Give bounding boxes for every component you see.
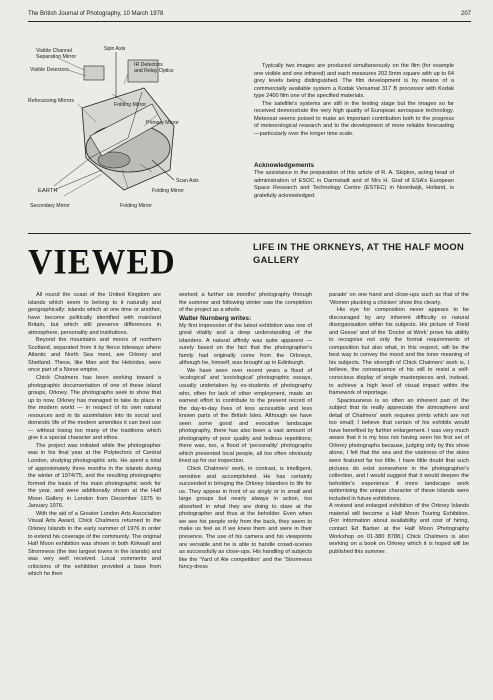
label-folding-mirror-1: Folding Mirror	[114, 102, 146, 108]
label-secondary-mirror: Secondary Mirror	[30, 203, 70, 209]
label-spin-axis: Spin Axis	[104, 46, 126, 52]
paragraph: worked; a further six months' photography through the summer and following winter saw the completion of the project as a whole.	[179, 292, 312, 314]
paragraph: Beyond the mountains and moors of northern Scotland, separated from it by fierce tideways where Atlantic and North Sea meet, are Orkney and Shetland. These, like Man and the Hebrides, were once part of a Norse empire.	[28, 337, 161, 374]
label-visible-detectors: Visible Detectors	[30, 67, 69, 73]
paragraph: With the aid of a Greater London Arts Association Visual Arts Award, Chick Chalmers returned to the Orkney Islands in the early summer of 1976 in order to extend his coverage of the community. The original Half Moon exhibition was shown in both Kirkwall and Stromness (the two largest towns in the islands) and was very well received. Local comments and criticisms of the exhibition provided a base from which he then	[28, 510, 161, 578]
label-primary-mirror: Primary Mirror	[146, 120, 179, 126]
section-rule	[28, 233, 471, 234]
byline-heading: Walter Nurnberg writes:	[179, 314, 252, 322]
article-column-1	[28, 292, 161, 579]
label-visible-channel: Visible Channel	[36, 48, 72, 54]
article-column-2	[179, 292, 312, 572]
paragraph: Typically two images are produced simultaneously on the film (for example one visible and one infrared) and each measures 202.5mm square with up to 64 grey levels being distinguished. The film development is by means of a commercially available system a Kodak Versamat 317 B processor with Kodak type 2400 film one of the specified materials.	[254, 63, 454, 100]
running-header	[28, 11, 471, 21]
article-column-3	[329, 292, 469, 556]
acknowledgements-text: The assistance in the preparation of this article of R. A. Skipton, acting head of administration of ESOC in Darmstadt and of Mrs H. Graf of ESA's European Space Research and Technology Centre (ESTEC) in Noordwijk, Holland, is gratefully acknowledged.	[254, 170, 454, 199]
section-title: VIEWED	[28, 243, 176, 282]
paragraph: Chick Chalmers has been working toward a photographic documentation of one of these island groups, Orkney. The photographs seek to show that up to now, Orkney has managed to take its place in the modern world — in respect of its own natural resources and in its assimilation into its social and domestic life of the modern amenities it can best use — without losing too many of the traditions which give it a special character and ethos.	[28, 375, 161, 442]
acknowledgements	[254, 162, 454, 200]
separation-box	[84, 66, 104, 80]
label-earth: EARTH	[38, 188, 58, 194]
paragraph: Spaciousness is so often an inherent part of the subject that its really appreciate the atmosphere and detail of Chalmers' work requires prints which are not too small; I believe that certain of his exhibits would have benefited by further enlargement. I was very much aware that it is my loss not having seen his first set of Orkney photographs because, judging only by this show alone, I felt that the sea and the vastness of the skies were featured far too little. I have little doubt that such pictures do exist somewhere in the photographer's collection, and I would suggest that it would deepen the beholder's experience if more landscape work epitomising the unique character of these islands were included in future exhibitions.	[329, 397, 469, 502]
label-relay-optics: and Relay Optics	[134, 68, 174, 74]
label-refocussing-mirrors: Refocussing Mirrors	[28, 98, 75, 104]
label-folding-mirror-2: Folding Mirror	[152, 188, 184, 194]
header-rule	[28, 21, 471, 22]
page-number: 207	[460, 11, 471, 17]
label-separation-mirror: Separation Mirror	[36, 54, 77, 60]
article-continuation	[254, 63, 454, 138]
paragraph: The satellite's systems are still in the testing stage but the images so far received demonstrate the very high quality of European aerospace technology. Meteosat seems poised to make an important contribution both to the progress of meteorological research and to the development of more reliable forecasting—particularly over the longer time scale.	[254, 100, 454, 137]
satellite-optics-diagram	[24, 40, 220, 222]
paragraph: A revised and enlarged exhibition of the Orkney Islands material will become a Half Moon Touring Exhibition. (For information about availability and cost of hiring, contact Ed Barber at the Half Moon Photography Workshop on 01-380 8788.) Chick Chalmers is also working on a book on Orkney which it is hoped will be published this summer.	[329, 503, 469, 555]
label-folding-mirror-3: Folding Mirror	[120, 203, 152, 209]
label-ir-detectors: IR Detectors	[134, 62, 163, 68]
article-headline: LIFE IN THE ORKNEYS, AT THE HALF MOON GALLERY	[253, 241, 465, 265]
paragraph: parade' on one hand and close-ups such as that of the 'Women plucking a chicken' show this clearly.	[329, 292, 469, 306]
paragraph: His eye for composition never appears to be discouraged by any inherent difficulty or natural disorganisation within his subjects. His picture of 'Field and Geese' and of the 'Doctor at Work' prove his ability to recognise not only the formal requirements of composition but also what, in this respect, will be the best way to convey the mood and the inner meaning of his subjects. The strength of Chick Chalmers' work is, I believe, the consequence of his will to resist a self-conscious display of single masterpieces and, instead, to achieve a high level of visual impact within the framework of reportage.	[329, 307, 469, 397]
journal-title: The British Journal of Photography, 10 March 1978	[28, 11, 164, 17]
optics-diagram-svg	[24, 40, 220, 222]
paragraph: Chick Chalmers' work, in contrast, is intelligent, sensitive and accomplished. He has certainly succeeded in bringing the Orkney Islanders to life for us. They appear in front of us singly or in small and large groups but nearly always in action, too absorbed in what they are doing to stare at the photographer and thus at the beholder. Even when we see his people only from the back, they seem to make us feel as if we knew them and were in their presence. The use of his camera and his viewpoints are versatile and he is able to handle crowd-scenes as successfully as close-ups. His handling of subjects like the 'Yard of Ale competition' and the 'Stromness fancy-dress	[179, 466, 312, 571]
paragraph: The project was initiated while the photographer was in his final year at the Polytechnic of Central London, studying photographic arts. He spent a total of approximately three months in the islands during the winter of 1974/75, and the resulting photographs formed the basis of his main photographic work for the year, and were additionally shown at the Half Moon Gallery in London from December 1975 to January 1976.	[28, 442, 161, 510]
paragraph: All round the coast of the United Kingdom are islands which seem to belong to it naturally and geographically: islands which at one time or another, have become politically identified with mainland Britain, but which still preserve differences in atmosphere, personality and institutions.	[28, 292, 161, 336]
paragraph: My first impression of the latest exhibition was one of great vitality and a deep understanding of the islanders. A natural affinity was quite apparent — surely based on the fact that the photographer's family had originally come from the Orkneys, although he, himself, was brought up in Edinburgh.	[179, 322, 312, 367]
label-scan-axis: Scan Axis	[176, 178, 199, 184]
paragraph: We have seen over recent years a flood of 'ecological' and 'sociological' photographic essays, usually undertaken by ex-students of photography who, often for lack of other employment, made an earnest effort to contribute to the present record of the day-to-day lives of less accessible and less known parts of the British Isles. Although we have seen some good and evocative landscape photography, there has also been a vast amount of photography of poor quality and tedious repetitions; there was, too, a flood of 'personality' photographs which presented local people, all too often obviously lined up for our inspection.	[179, 367, 312, 465]
acknowledgements-heading: Acknowledgements	[254, 162, 315, 169]
